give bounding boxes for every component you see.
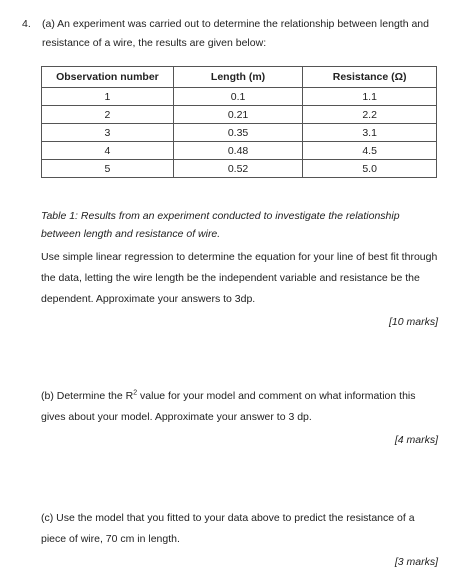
- table-cell: 5: [42, 160, 174, 178]
- table-cell: 0.35: [173, 124, 302, 142]
- table-caption: [41, 207, 441, 243]
- table-cell: 3: [42, 124, 174, 142]
- caption-line1: Table 1: Results from an experiment conducted to investigate the relationship: [41, 210, 400, 222]
- part-a-intro-line2: resistance of a wire, the results are given below:: [42, 37, 267, 49]
- table-cell: 1: [42, 88, 174, 106]
- table-cell: 0.48: [173, 142, 302, 160]
- results-table: [41, 66, 437, 178]
- table-cell: 2: [42, 106, 174, 124]
- table-row: [42, 124, 437, 142]
- table-cell: 0.21: [173, 106, 302, 124]
- part-b-marks: [4 marks]: [394, 434, 438, 446]
- table-row: [42, 88, 437, 106]
- question-header: [22, 15, 452, 53]
- part-a-marks: [10 marks]: [388, 316, 438, 328]
- part-c-question: (c) Use the model that you fitted to your data above to predict the resistance of a piece of wire, 70 cm in length.: [41, 512, 415, 545]
- table-cell: 0.1: [173, 88, 302, 106]
- table-cell: 4: [42, 142, 174, 160]
- table-row: [42, 160, 437, 178]
- part-b-text-start: (b) Determine the R: [41, 390, 134, 402]
- table-row: [42, 142, 437, 160]
- part-b-text-end: value for your model and comment on what information this gives about your model. Approximate your answer to 3 dp.: [41, 390, 416, 423]
- table-cell: 3.1: [303, 124, 437, 142]
- part-a-instruction: Use simple linear regression to determine the equation for your line of best fit through the data, letting the wire length be the independent variable and resistance be the dependent. Approximate your answers to 3dp.: [41, 251, 438, 305]
- table-row: [42, 106, 437, 124]
- part-b-question: [41, 386, 441, 428]
- table-header-row: [42, 67, 437, 88]
- table-cell: 4.5: [303, 142, 437, 160]
- question-number: 4.: [22, 18, 31, 30]
- part-c-marks: [3 marks]: [394, 556, 438, 568]
- column-header-length: Length (m): [173, 67, 302, 88]
- table-cell: 5.0: [303, 160, 437, 178]
- r-squared-superscript: 2: [133, 389, 138, 397]
- table-cell: 1.1: [303, 88, 437, 106]
- part-a-intro-line1: (a) An experiment was carried out to determine the relationship between length and: [42, 18, 429, 30]
- table-cell: 0.52: [173, 160, 302, 178]
- column-header-resistance: Resistance (Ω): [303, 67, 437, 88]
- caption-line2: between length and resistance of wire.: [41, 228, 221, 240]
- column-header-observation: Observation number: [42, 67, 174, 88]
- table-cell: 2.2: [303, 106, 437, 124]
